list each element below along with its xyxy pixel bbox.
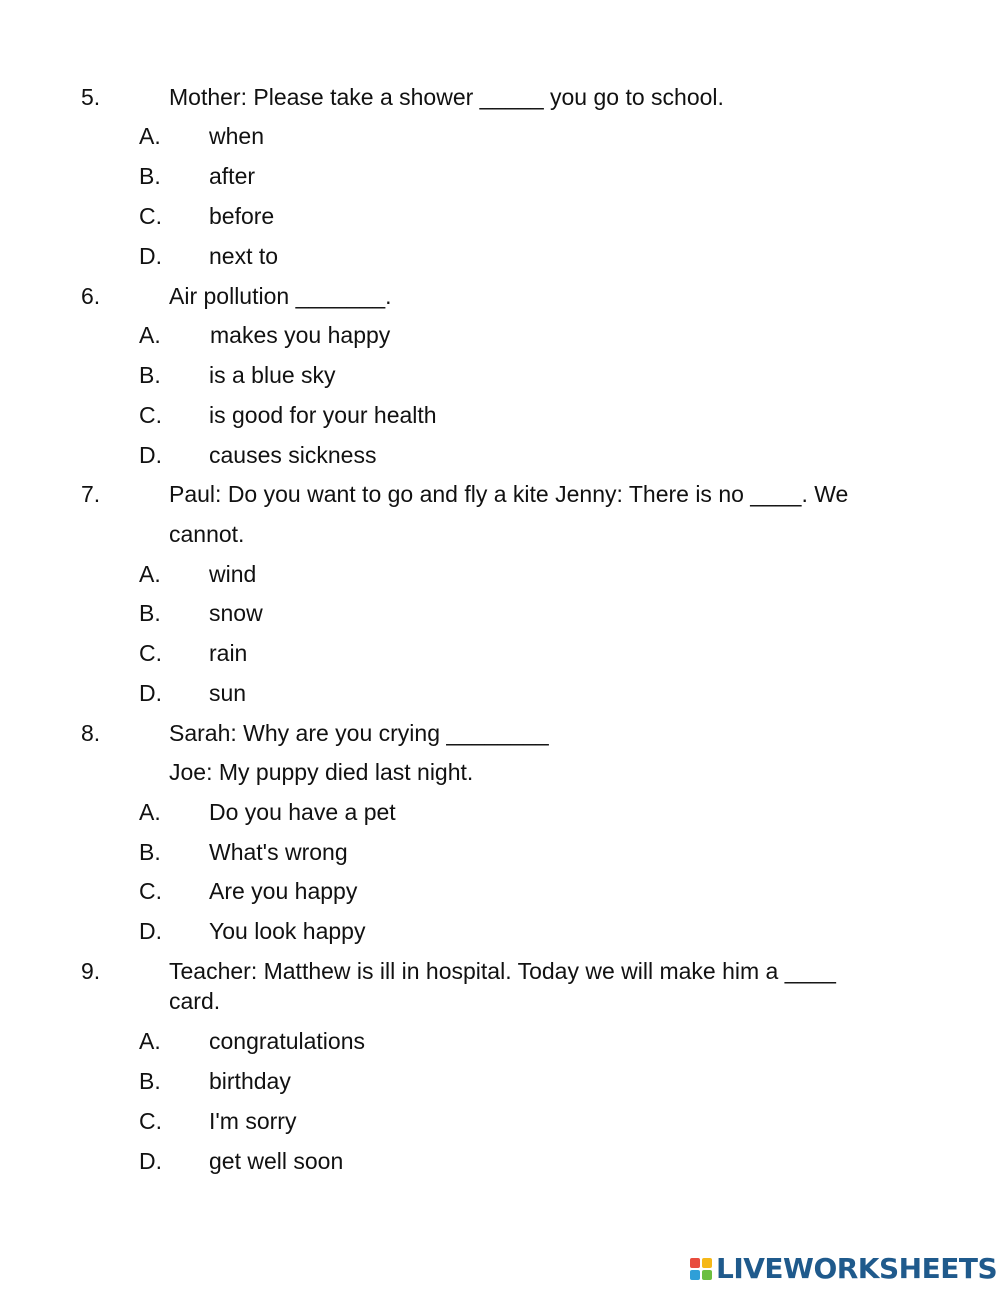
option-text[interactable]: congratulations	[209, 1028, 365, 1054]
option-letter: B.	[139, 163, 161, 189]
option-text[interactable]: makes you happy	[210, 322, 391, 348]
option-letter: D.	[139, 918, 162, 944]
option-text[interactable]: You look happy	[209, 918, 366, 944]
option-letter: B.	[139, 362, 161, 388]
option-text[interactable]: wind	[209, 561, 257, 587]
option-text[interactable]: is good for your health	[209, 402, 437, 428]
option-letter: A.	[139, 123, 161, 149]
option-text[interactable]: rain	[209, 640, 248, 666]
question-text: Paul: Do you want to go and fly a kite Jenny: There is no ____. We	[169, 481, 849, 507]
option-letter: C.	[139, 402, 162, 428]
option-text[interactable]: before	[209, 203, 275, 229]
option-letter: A.	[139, 561, 161, 587]
option-text[interactable]: sun	[209, 680, 247, 706]
option-text[interactable]: What's wrong	[209, 839, 348, 865]
logo-mark-square	[690, 1258, 700, 1268]
question-text-continued: card.	[169, 988, 221, 1014]
option-text[interactable]: snow	[209, 600, 263, 626]
option-letter: B.	[139, 839, 161, 865]
liveworksheets-logo	[690, 1252, 997, 1286]
question-number: 9.	[81, 958, 101, 984]
question-text: Air pollution _______.	[169, 283, 392, 309]
option-letter: D.	[139, 442, 162, 468]
logo-mark-square	[702, 1270, 712, 1280]
question-number: 8.	[81, 720, 101, 746]
question-text: Mother: Please take a shower _____ you go to school.	[169, 84, 724, 110]
option-letter: A.	[139, 322, 161, 348]
option-letter: D.	[139, 1148, 162, 1174]
option-text[interactable]: causes sickness	[209, 442, 377, 468]
question-text-continued: Joe: My puppy died last night.	[169, 759, 474, 785]
question-number: 6.	[81, 283, 101, 309]
option-letter: A.	[139, 1028, 161, 1054]
option-text[interactable]: after	[209, 163, 256, 189]
option-letter: B.	[139, 1068, 161, 1094]
option-letter: C.	[139, 640, 162, 666]
option-text[interactable]: when	[209, 123, 264, 149]
question-number: 5.	[81, 84, 101, 110]
option-letter: A.	[139, 799, 161, 825]
option-text[interactable]: next to	[209, 243, 279, 269]
logo-mark-square	[702, 1258, 712, 1268]
option-letter: C.	[139, 1108, 162, 1134]
option-letter: B.	[139, 600, 161, 626]
logo-mark-icon	[690, 1258, 712, 1280]
option-text[interactable]: is a blue sky	[209, 362, 336, 388]
option-letter: D.	[139, 243, 162, 269]
question-number: 7.	[81, 481, 101, 507]
option-text[interactable]: Do you have a pet	[209, 799, 396, 825]
option-text[interactable]: get well soon	[209, 1148, 344, 1174]
option-letter: D.	[139, 680, 162, 706]
option-letter: C.	[139, 878, 162, 904]
option-letter: C.	[139, 203, 162, 229]
logo-mark-square	[690, 1270, 700, 1280]
logo-text: LIVEWORKSHEETS	[716, 1252, 998, 1285]
question-text: Teacher: Matthew is ill in hospital. Today we will make him a ____	[169, 958, 836, 984]
option-text[interactable]: I'm sorry	[209, 1108, 297, 1134]
option-text[interactable]: birthday	[209, 1068, 291, 1094]
option-text[interactable]: Are you happy	[209, 878, 358, 904]
question-text-continued: cannot.	[169, 521, 245, 547]
question-text: Sarah: Why are you crying ________	[169, 720, 549, 746]
